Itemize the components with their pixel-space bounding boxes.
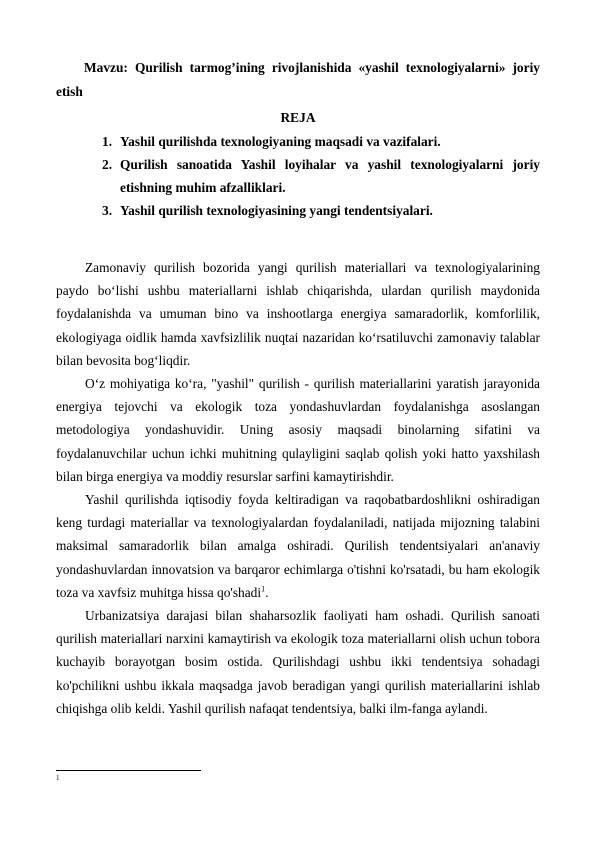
footnote-reference[interactable]: 1 bbox=[261, 584, 266, 594]
plan-list bbox=[56, 130, 540, 222]
sentence-end: . bbox=[265, 584, 269, 600]
body-paragraph: Urbanizatsiya darajasi bilan shaharsozlik faoliyati ham oshadi. Qurilish sanoati qurilish materiallari narxini kamaytirish va ekologik toza materiallarni olish uchun tobora kuchayib borayotgan bosim ostida. Qurilishdagi ushbu ikki tendentsiya sohadagi ko'pchilikni ushbu ikkala maqsadga javob beradigan yangi qurilish materiallarini ishlab chiqishga olib keldi. Yashil qurilish nafaqat tendentsiya, balki ilm-fanga aylandi. bbox=[56, 608, 540, 716]
plan-item-text: Yashil qurilishda texnologiyaning maqsadi va vazifalari. bbox=[120, 134, 441, 149]
plan-item-number: 2. bbox=[102, 157, 113, 172]
body-paragraph-text: Yashil qurilishda iqtisodiy foyda keltiradigan va raqobatbardoshlikni oshiradigan keng turdagi materiallar va texnologiyalardan foydalaniladi, natijada mijozning talabini maksimal samaradorlik bilan amalga oshiradi. Qurilish tendentsiyalari an'anaviy yondashuvlardan innovatsion va barqaror echimlarga o'tishni ko'rsatadi, bu ham ekologik toza va xavfsiz muhitga hissa qo'shadi bbox=[56, 492, 540, 600]
plan-item-text: Qurilish sanoatida Yashil loyihalar va yashil texnologiyalarni joriy etishning muhim afzalliklari. bbox=[120, 157, 540, 195]
plan-item bbox=[56, 130, 540, 153]
document-page bbox=[56, 56, 540, 720]
topic-heading: Mavzu: Qurilish tarmog’ining rivojlanishida «yashil texnologiyalarni» joriy etish bbox=[56, 60, 540, 99]
plan-heading: REJA bbox=[280, 110, 316, 125]
footnote-mark: 1 bbox=[56, 774, 60, 782]
plan-item-number: 3. bbox=[102, 203, 113, 218]
plan-item-number: 1. bbox=[102, 134, 113, 149]
body-paragraph bbox=[56, 488, 540, 604]
plan-item-text: Yashil qurilish texnologiyasining yangi tendentsiyalari. bbox=[120, 203, 433, 218]
body-paragraph: Zamonaviy qurilish bozorida yangi qurilish materiallari va texnologiyalarining paydo bo‘lishi ushbu materiallarni ishlab chiqarishda, ulardan qurilish maydonida foydalanishda va umuman bino va inshootlarga energiya samaradorlik, komforlilik, ekologiyaga oidlik hamda xavfsizlilik nuqtai nazaridan ko‘rsatiluvchi zamonaviy talablar bilan bevosita bog‘liqdir. bbox=[56, 260, 540, 368]
footnote-separator bbox=[56, 770, 201, 771]
plan-item bbox=[56, 153, 540, 199]
body-paragraph: O‘z mohiyatiga ko‘ra, "yashil" qurilish - qurilish materiallarini yaratish jarayonida energiya tejovchi va ekologik toza yondashuvlardan foydalanishga asoslangan metodologiya yondashuvidir. Uning asosiy maqsadi binolarning sifatini va foydalanuvchilar uchun ichki muhitning qulayligini saqlab qolish yoki hatto yaxshilash bilan birga energiya va moddiy resurslar sarfini kamaytirishdir. bbox=[56, 376, 540, 484]
plan-item bbox=[56, 199, 540, 222]
